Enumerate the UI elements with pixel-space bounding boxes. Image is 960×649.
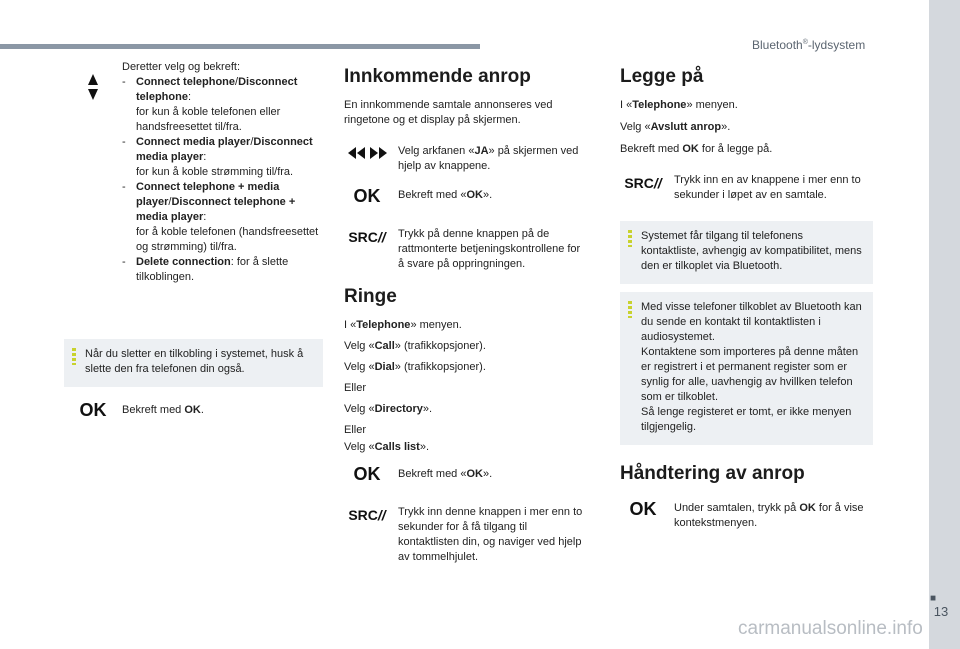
text-line: Velg «Directory».: [344, 403, 433, 415]
ok-button-icon: OK: [353, 464, 381, 484]
confirm-row: OK Bekreft med «OK».: [353, 186, 493, 206]
list-item: - Connect telephone/Disconnect telephone: for kun å koble telefonen eller handsfreesettet til/fra.: [122, 76, 298, 133]
info-note: Når du sletter en tilkobling i systemet, husk å slette den fra telefonen din også.: [64, 339, 323, 387]
intro-text: Deretter velg og bekreft:: [122, 61, 241, 73]
text-line: Velg «Calls list».: [344, 441, 430, 453]
text-line: Velg «Dial» (trafikkopsjoner).: [344, 361, 486, 373]
page-marker: ■: [930, 593, 937, 604]
note-marker-icon: [628, 301, 632, 318]
note-marker-icon: [628, 230, 632, 247]
list-item: - Connect telephone + media player/Disconnect telephone + media player: for å koble telefonen (handsfreesettet og strømming) til/fra.: [122, 181, 319, 253]
text-line: Velg «Call» (trafikkopsjoner).: [344, 340, 486, 352]
section-heading: Ringe: [344, 286, 397, 307]
src-button-icon: SRC//: [348, 229, 386, 245]
select-tab-row: Velg arkfanen «JA» på skjermen ved hjelp av knappene.: [344, 144, 584, 174]
ok-button-icon: OK: [353, 186, 381, 206]
text-line: I «Telephone» menyen.: [344, 319, 462, 331]
text-line: I «Telephone» menyen.: [620, 99, 738, 111]
list-item: - Delete connection: for å slette tilkoblingen.: [122, 256, 289, 283]
list-item: - Connect media player/Disconnect media player: for kun å koble strømming til/fra.: [122, 136, 313, 178]
up-down-arrows-icon: [88, 74, 98, 100]
info-note: Systemet får tilgang til telefonens kontaktliste, avhengig av kompatibilitet, mens den er tilkoplet via Bluetooth.: [620, 221, 873, 284]
note-marker-icon: [72, 348, 76, 365]
text-line: Bekreft med OK for å legge på.: [620, 143, 773, 155]
info-note: Med visse telefoner tilkoblet av Bluetooth kan du sende en kontakt til kontaktlisten i audiosystemet. Kontaktene som importeres på denne måten er registrert i et permanent register som er synlig for alle, uavhengig av hvillken telefon som er tilkoblet. Så lenge registeret er tomt, er ikke menyen tilgjengelig.: [620, 292, 873, 445]
section-heading: Legge på: [620, 66, 704, 87]
section-heading: Innkommende anrop: [344, 66, 531, 87]
src-button-icon: SRC//: [624, 175, 662, 191]
text-line: Velg «Avslutt anrop».: [620, 121, 731, 133]
page-number: 13: [933, 604, 949, 619]
text-line: Eller: [344, 424, 367, 436]
ok-button-icon: OK: [79, 400, 107, 420]
header-rule: [0, 44, 480, 49]
ok-button-icon: OK: [629, 499, 657, 519]
src-button-icon: SRC//: [348, 507, 386, 523]
intro-text: En innkommende samtale annonseres ved ringetone og et display på skjermen.: [344, 99, 553, 126]
text-line: Eller: [344, 382, 367, 394]
side-strip: [929, 0, 960, 649]
section-heading: Håndtering av anrop: [620, 463, 805, 484]
context-menu-row: OK Under samtalen, trykk på OK for å vise kontekstmenyen.: [629, 499, 864, 529]
menu-selection-block: [70, 60, 323, 285]
column-3: [620, 60, 873, 531]
answer-row: SRC// Trykk på denne knappen på de rattmonterte betjeningskontrollene for å svare på oppringningen.: [348, 228, 581, 270]
confirm-row: OK Bekreft med OK.: [79, 400, 204, 420]
left-right-arrows-icon: [348, 147, 387, 159]
hangup-row: SRC// Trykk inn en av knappene i mer enn to sekunder i løpet av en samtale.: [624, 174, 861, 201]
contacts-row: SRC// Trykk inn denne knappen i mer enn to sekunder for å få tilgang til kontaktlisten din, og naviger ved hjelp av tommelhjulet.: [348, 506, 583, 563]
column-2: [344, 60, 584, 565]
confirm-row: OK Bekreft med «OK».: [353, 464, 493, 484]
column-1: [70, 60, 323, 421]
header-title: Bluetooth®-lydsystem: [752, 38, 866, 52]
watermark: carmanualsonline.info: [738, 618, 923, 639]
